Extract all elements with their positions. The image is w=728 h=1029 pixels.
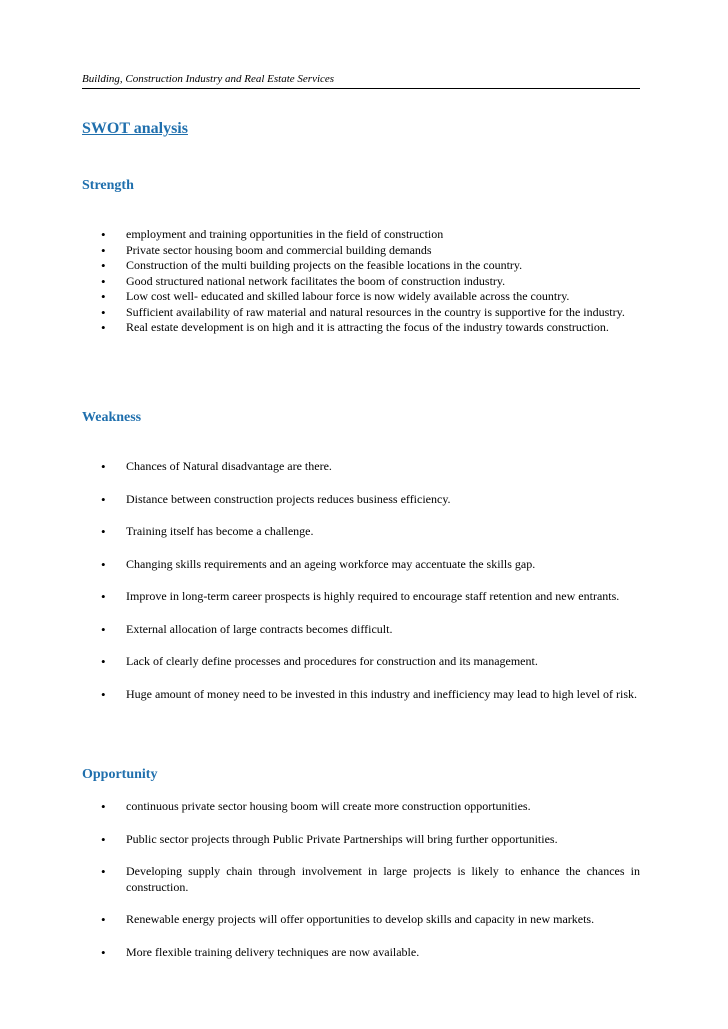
bullet-icon: •	[101, 491, 106, 507]
bullet-icon: •	[101, 459, 106, 474]
bullet-icon: •	[101, 289, 106, 304]
list-item	[0, 524, 728, 540]
list-item	[0, 557, 728, 573]
bullet-icon: •	[101, 621, 106, 637]
list-item	[0, 492, 728, 508]
list-item	[0, 274, 728, 290]
list-item-text: Public sector projects through Public Private Partnerships will bring further opportunities.	[126, 831, 558, 846]
bullet-icon: •	[101, 258, 106, 273]
weakness-list	[0, 459, 728, 719]
list-item-text: Renewable energy projects will offer opportunities to develop skills and capacity in new markets.	[126, 912, 595, 926]
opportunity-heading: Opportunity	[82, 767, 158, 782]
list-item-text: Construction of the multi building projects on the feasible locations in the country.	[126, 258, 523, 272]
list-item-text: Sufficient availability of raw material and natural resources in the country is supportive for the industry.	[126, 304, 625, 319]
bullet-icon: •	[101, 799, 106, 814]
list-item	[0, 459, 728, 475]
bullet-icon: •	[101, 654, 106, 669]
bullet-icon: •	[101, 831, 106, 847]
list-item	[0, 258, 728, 274]
list-item-text: employment and training opportunities in the field of construction	[126, 227, 444, 241]
bullet-icon: •	[101, 227, 106, 242]
bullet-icon: •	[101, 944, 106, 960]
list-item	[0, 654, 728, 670]
page-title: SWOT analysis	[82, 120, 188, 137]
list-item	[0, 622, 728, 638]
list-item	[0, 832, 728, 848]
list-item-text: Changing skills requirements and an ageing workforce may accentuate the skills gap.	[126, 556, 536, 571]
running-header: Building, Construction Industry and Real Estate Services	[82, 72, 640, 89]
list-item-text: Real estate development is on high and it is attracting the focus of the industry towards construction.	[126, 320, 609, 334]
list-item-text: External allocation of large contracts becomes difficult.	[126, 621, 393, 636]
bullet-icon: •	[101, 589, 106, 604]
list-item-text: Improve in long-term career prospects is highly required to encourage staff retention and new entrants.	[126, 589, 620, 603]
list-item-text: Huge amount of money need to be invested in this industry and inefficiency may lead to high level of risk.	[126, 686, 637, 701]
bullet-icon: •	[101, 524, 106, 539]
bullet-icon: •	[101, 320, 106, 335]
list-item	[0, 227, 728, 243]
list-item	[0, 945, 728, 961]
strength-heading: Strength	[82, 178, 134, 193]
list-item	[0, 589, 728, 605]
list-item-text: More flexible training delivery techniques are now available.	[126, 944, 420, 959]
list-item-text: Training itself has become a challenge.	[126, 524, 314, 538]
bullet-icon: •	[101, 304, 106, 320]
list-item	[0, 305, 728, 321]
list-item	[0, 864, 728, 895]
list-item-text: Developing supply chain through involvement in large projects is likely to enhance the chances in construction.	[126, 864, 640, 894]
list-item	[0, 799, 728, 815]
list-item	[0, 243, 728, 259]
weakness-heading: Weakness	[82, 410, 142, 425]
list-item	[0, 289, 728, 305]
list-item-text: Lack of clearly define processes and procedures for construction and its management.	[126, 654, 538, 668]
strength-list	[0, 227, 728, 336]
list-item-text: continuous private sector housing boom will create more construction opportunities.	[126, 799, 531, 813]
list-item	[0, 687, 728, 703]
bullet-icon: •	[101, 912, 106, 927]
bullet-icon: •	[101, 686, 106, 702]
bullet-icon: •	[101, 556, 106, 572]
bullet-icon: •	[101, 242, 106, 258]
list-item-text: Low cost well- educated and skilled labour force is now widely available across the country.	[126, 289, 570, 303]
bullet-icon: •	[101, 273, 106, 289]
list-item-text: Chances of Natural disadvantage are there.	[126, 459, 332, 473]
list-item-text: Good structured national network facilitates the boom of construction industry.	[126, 273, 506, 288]
list-item	[0, 912, 728, 928]
list-item	[0, 320, 728, 336]
list-item-text: Distance between construction projects reduces business efficiency.	[126, 491, 451, 506]
opportunity-list	[0, 799, 728, 977]
bullet-icon: •	[101, 864, 106, 879]
list-item-text: Private sector housing boom and commercial building demands	[126, 242, 432, 257]
